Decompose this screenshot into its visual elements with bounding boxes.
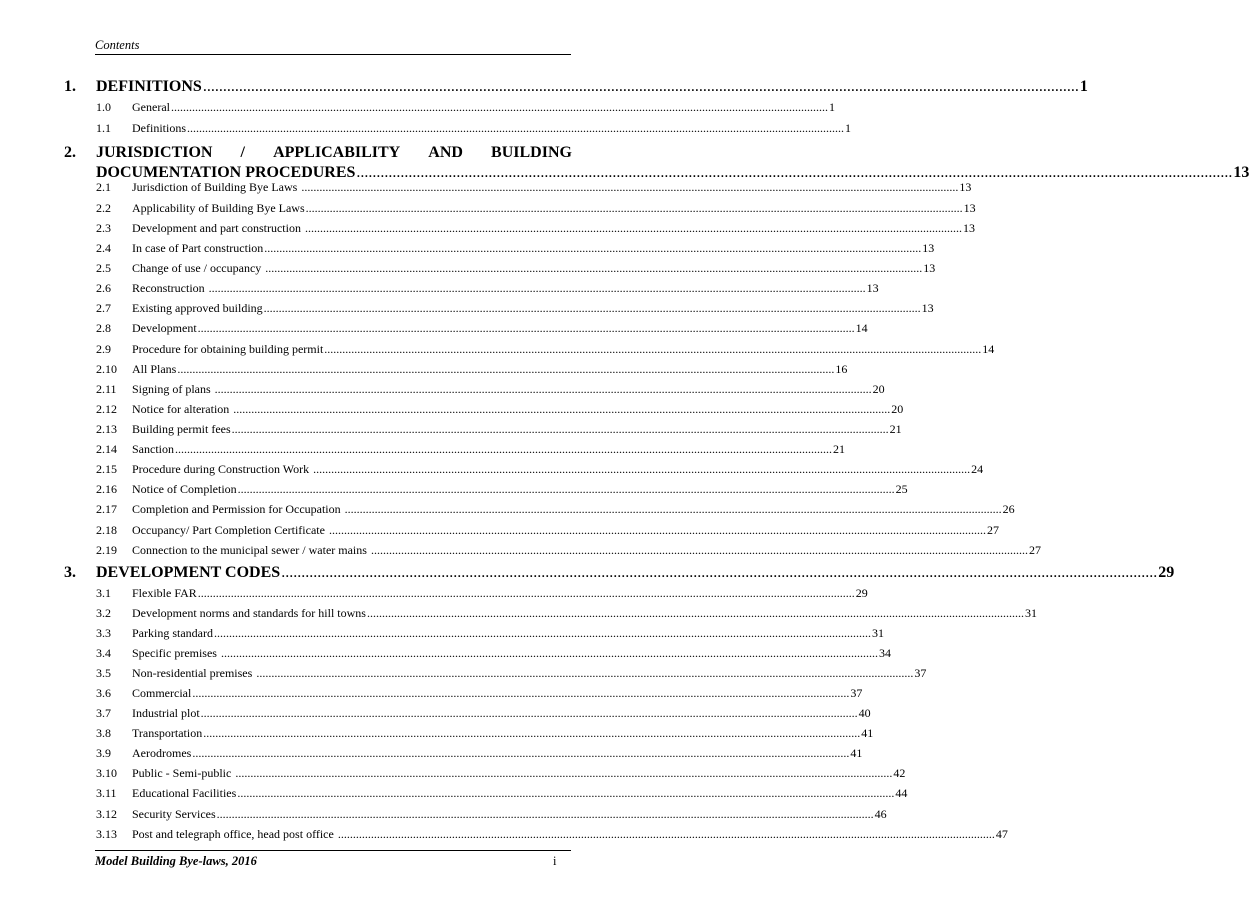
entry-title: Connection to the municipal sewer / water mains [132, 543, 370, 557]
entry-line [132, 278, 879, 298]
entry-title: Public - Semi-public [132, 766, 235, 780]
entry-page-number: 46 [874, 807, 887, 821]
dot-leader: ........................................................................................................................................................................................................................... [192, 746, 850, 760]
toc-entry[interactable] [96, 723, 874, 743]
toc-entry[interactable] [96, 479, 908, 499]
entry-line [132, 379, 885, 399]
entry-line [132, 804, 887, 824]
dot-leader: ........................................................................................................................................................................................................................... [220, 646, 878, 660]
entry-page-number: 14 [855, 321, 868, 335]
toc-entry[interactable] [96, 540, 1041, 560]
entry-page-number: 1 [845, 121, 851, 135]
chapter-title-word: JURISDICTION [96, 144, 213, 161]
entry-line [132, 218, 975, 238]
toc-entry[interactable] [96, 379, 885, 399]
entry-line [132, 763, 906, 783]
toc-entry[interactable] [96, 583, 868, 603]
footer-title: Model Building Bye-laws, 2016 [95, 854, 257, 868]
entry-number: 2.12 [96, 402, 117, 416]
dot-leader: ........................................................................................................................................................................................................................... [177, 362, 835, 376]
entry-page-number: 1 [828, 100, 835, 114]
entry-title: Applicability of Building Bye Laws [132, 201, 305, 215]
dot-leader: ........................................................................................................................................................................................................................... [356, 164, 1233, 181]
toc-entry[interactable] [96, 643, 891, 663]
entry-number: 3.13 [96, 827, 117, 841]
entry-title: Aerodromes [132, 746, 192, 760]
entry-number: 2.15 [96, 462, 117, 476]
dot-leader: ........................................................................................................................................................................................................................... [213, 626, 871, 640]
entry-number: 2.1 [96, 180, 111, 194]
dot-leader: ........................................................................................................................................................................................................................... [197, 586, 855, 600]
chapter-title-line [96, 77, 1088, 96]
toc-entry[interactable] [96, 743, 863, 763]
chapter-heading[interactable] [64, 563, 1175, 583]
dot-leader: ........................................................................................................................................................................................................................... [281, 564, 1158, 581]
dot-leader: ........................................................................................................................................................................................................................... [187, 121, 844, 135]
toc-entry[interactable] [96, 824, 1008, 844]
entry-line [132, 198, 976, 218]
entry-page-number: 42 [893, 766, 906, 780]
dot-leader: ........................................................................................................................................................................................................................... [328, 523, 986, 537]
toc-entry[interactable] [96, 399, 904, 419]
entry-line [132, 540, 1041, 560]
entry-title: Reconstruction [132, 281, 208, 295]
toc-entry[interactable] [96, 763, 906, 783]
chapter-number: 2. [64, 144, 76, 161]
chapter-page-number: 29 [1158, 564, 1175, 581]
footer-page-number: i [553, 854, 557, 868]
entry-title: Jurisdiction of Building Bye Laws [132, 180, 301, 194]
dot-leader: ........................................................................................................................................................................................................................... [202, 78, 1079, 95]
entry-title: Change of use / occupancy [132, 261, 265, 275]
toc-entry[interactable] [96, 459, 984, 479]
entry-number: 2.19 [96, 543, 117, 557]
entry-line [132, 643, 891, 663]
dot-leader: ........................................................................................................................................................................................................................... [301, 180, 959, 194]
entry-title: Non-residential premises [132, 666, 256, 680]
toc-entry[interactable] [96, 118, 851, 138]
entry-number: 2.7 [96, 301, 111, 315]
entry-page-number: 37 [850, 686, 863, 700]
entry-title: In case of Part construction [132, 241, 264, 255]
entry-number: 2.11 [96, 382, 117, 396]
toc-entry[interactable] [96, 703, 871, 723]
header-divider [95, 54, 571, 55]
entry-title: Educational Facilities [132, 786, 237, 800]
entry-page-number: 34 [878, 646, 891, 660]
toc-entry[interactable] [96, 359, 848, 379]
chapter-title-word: AND [428, 144, 463, 161]
chapter-page-number: 1 [1079, 78, 1088, 95]
entry-line [132, 97, 835, 117]
chapter-heading[interactable] [64, 77, 1088, 97]
entry-page-number: 13 [922, 241, 935, 255]
entry-line [132, 663, 927, 683]
dot-leader: ........................................................................................................................................................................................................................... [344, 502, 1002, 516]
entry-number: 3.2 [96, 606, 111, 620]
entry-line [132, 118, 851, 138]
entry-page-number: 21 [833, 442, 845, 456]
entry-title: Building permit fees [132, 422, 231, 436]
entry-line [132, 743, 863, 763]
toc-entry[interactable] [96, 499, 1015, 519]
entry-title: Post and telegraph office, head post office [132, 827, 337, 841]
entry-number: 2.6 [96, 281, 111, 295]
entry-title: Development and part construction [132, 221, 304, 235]
entry-page-number: 40 [858, 706, 871, 720]
entry-title: Definitions [132, 121, 186, 135]
entry-page-number: 41 [861, 726, 874, 740]
entry-page-number: 41 [850, 746, 863, 760]
dot-leader: ........................................................................................................................................................................................................................... [366, 606, 1024, 620]
entry-number: 3.10 [96, 766, 117, 780]
dot-leader: ........................................................................................................................................................................................................................... [313, 462, 971, 476]
entry-number: 3.11 [96, 786, 117, 800]
entry-page-number: 31 [1024, 606, 1037, 620]
entry-number: 2.17 [96, 502, 117, 516]
entry-line [132, 318, 868, 338]
entry-number: 3.5 [96, 666, 111, 680]
toc-entry[interactable] [96, 520, 999, 540]
entry-page-number: 21 [889, 422, 902, 436]
entry-line [132, 339, 995, 359]
entry-title: Transportation [132, 726, 203, 740]
entry-line [132, 479, 908, 499]
entry-page-number: 13 [866, 281, 879, 295]
entry-number: 3.7 [96, 706, 111, 720]
footer-divider [95, 850, 571, 851]
entry-number: 2.13 [96, 422, 117, 436]
entry-line [132, 399, 904, 419]
entry-line [132, 824, 1008, 844]
entry-page-number: 16 [835, 362, 848, 376]
toc-entry[interactable] [96, 683, 863, 703]
entry-page-number: 13 [962, 221, 975, 235]
entry-number: 3.12 [96, 807, 117, 821]
toc-entry[interactable] [96, 238, 935, 258]
entry-number: 2.10 [96, 362, 117, 376]
entry-page-number: 44 [895, 786, 908, 800]
entry-title: Notice of Completion [132, 482, 237, 496]
entry-number: 3.3 [96, 626, 111, 640]
toc-entry[interactable] [96, 663, 927, 683]
entry-number: 3.6 [96, 686, 111, 700]
entry-title: Specific premises [132, 646, 220, 660]
entry-page-number: 31 [871, 626, 884, 640]
dot-leader: ........................................................................................................................................................................................................................... [203, 726, 861, 740]
entry-page-number: 13 [921, 301, 934, 315]
entry-title: Procedure during Construction Work [132, 462, 313, 476]
entry-number: 2.8 [96, 321, 111, 335]
toc-entry[interactable] [96, 97, 835, 117]
entry-title: General [132, 100, 170, 114]
toc-entry[interactable] [96, 783, 908, 803]
chapter-number: 1. [64, 78, 76, 95]
entry-title: Commercial [132, 686, 192, 700]
entry-page-number: 13 [959, 180, 972, 194]
chapter-number: 3. [64, 564, 76, 581]
dot-leader: ........................................................................................................................................................................................................................... [231, 422, 889, 436]
dot-leader: ........................................................................................................................................................................................................................... [233, 402, 891, 416]
dot-leader: ........................................................................................................................................................................................................................... [192, 686, 850, 700]
entry-number: 3.4 [96, 646, 111, 660]
entry-page-number: 47 [995, 827, 1008, 841]
entry-number: 2.4 [96, 241, 111, 255]
entry-title: Sanction [132, 442, 174, 456]
entry-page-number: 27 [986, 523, 999, 537]
entry-title: Parking standard [132, 626, 213, 640]
entry-line [132, 520, 999, 540]
entry-line [132, 258, 936, 278]
toc-entry[interactable] [96, 419, 902, 439]
entry-page-number: 27 [1028, 543, 1041, 557]
entry-page-number: 26 [1002, 502, 1015, 516]
dot-leader: ........................................................................................................................................................................................................................... [200, 706, 858, 720]
dot-leader: ........................................................................................................................................................................................................................... [170, 100, 828, 114]
dot-leader: ........................................................................................................................................................................................................................... [337, 827, 995, 841]
entry-title: Occupancy/ Part Completion Certificate [132, 523, 328, 537]
entry-line [132, 783, 908, 803]
entry-number: 2.18 [96, 523, 117, 537]
entry-line [132, 419, 902, 439]
toc-entry[interactable] [96, 339, 995, 359]
entry-title: Development [132, 321, 197, 335]
dot-leader: ........................................................................................................................................................................................................................... [197, 321, 855, 335]
dot-leader: ........................................................................................................................................................................................................................... [264, 241, 922, 255]
chapter-title: DEFINITIONS [96, 78, 202, 95]
chapter-title-word: BUILDING [491, 144, 572, 161]
entry-page-number: 37 [914, 666, 927, 680]
toc-entry[interactable] [96, 603, 1037, 623]
entry-line [132, 298, 934, 318]
entry-title: Notice for alteration [132, 402, 233, 416]
entry-number: 2.9 [96, 342, 111, 356]
entry-title: Completion and Permission for Occupation [132, 502, 344, 516]
dot-leader: ........................................................................................................................................................................................................................... [370, 543, 1028, 557]
entry-number: 1.1 [96, 121, 111, 135]
chapter-title: DOCUMENTATION PROCEDURES [96, 164, 356, 181]
header-title: Contents [95, 38, 140, 52]
dot-leader: ........................................................................................................................................................................................................................... [237, 786, 895, 800]
entry-title: Development norms and standards for hill towns [132, 606, 366, 620]
toc-entry[interactable] [96, 198, 976, 218]
entry-line [132, 623, 884, 643]
dot-leader: ........................................................................................................................................................................................................................... [208, 281, 866, 295]
toc-entry[interactable] [96, 804, 887, 824]
entry-number: 2.5 [96, 261, 111, 275]
toc-entry[interactable] [96, 278, 879, 298]
dot-leader: ........................................................................................................................................................................................................................... [214, 382, 872, 396]
entry-page-number: 25 [895, 482, 908, 496]
toc-entry[interactable] [96, 177, 972, 197]
entry-line [132, 683, 863, 703]
toc-entry[interactable] [96, 318, 868, 338]
entry-line [132, 439, 845, 459]
entry-page-number: 13 [923, 261, 936, 275]
entry-line [132, 583, 868, 603]
entry-title: Procedure for obtaining building permit [132, 342, 324, 356]
entry-line [132, 359, 848, 379]
entry-title: Security Services [132, 807, 216, 821]
entry-number: 3.1 [96, 586, 111, 600]
entry-line [132, 703, 871, 723]
toc-entry[interactable] [96, 623, 884, 643]
entry-line [132, 177, 972, 197]
entry-number: 3.9 [96, 746, 111, 760]
toc-entry[interactable] [96, 258, 936, 278]
chapter-title: DEVELOPMENT CODES [96, 564, 281, 581]
entry-title: Signing of plans [132, 382, 214, 396]
chapter-title-line-1 [96, 143, 572, 162]
chapter-title-word: / [240, 144, 245, 161]
entry-page-number: 24 [971, 462, 984, 476]
dot-leader: ........................................................................................................................................................................................................................... [237, 482, 895, 496]
dot-leader: ........................................................................................................................................................................................................................... [175, 442, 832, 456]
entry-page-number: 13 [963, 201, 976, 215]
dot-leader: ........................................................................................................................................................................................................................... [265, 261, 923, 275]
entry-number: 3.8 [96, 726, 111, 740]
entry-number: 2.16 [96, 482, 117, 496]
dot-leader: ........................................................................................................................................................................................................................... [216, 807, 874, 821]
dot-leader: ........................................................................................................................................................................................................................... [263, 301, 921, 315]
entry-page-number: 29 [855, 586, 868, 600]
chapter-title-line [96, 563, 1175, 582]
entry-title: Existing approved building [132, 301, 263, 315]
toc-entry[interactable] [96, 218, 975, 238]
dot-leader: ........................................................................................................................................................................................................................... [235, 766, 893, 780]
entry-line [132, 238, 935, 258]
dot-leader: ........................................................................................................................................................................................................................... [324, 342, 982, 356]
toc-entry[interactable] [96, 439, 845, 459]
dot-leader: ........................................................................................................................................................................................................................... [256, 666, 914, 680]
dot-leader: ........................................................................................................................................................................................................................... [304, 221, 962, 235]
entry-line [132, 603, 1037, 623]
entry-title: Flexible FAR [132, 586, 197, 600]
chapter-page-number: 13 [1233, 164, 1249, 181]
entry-page-number: 20 [891, 402, 904, 416]
chapter-title-word: APPLICABILITY [273, 144, 401, 161]
entry-line [132, 459, 984, 479]
entry-title: Industrial plot [132, 706, 200, 720]
entry-line [132, 723, 874, 743]
entry-page-number: 20 [872, 382, 885, 396]
entry-number: 2.14 [96, 442, 117, 456]
entry-number: 1.0 [96, 100, 111, 114]
entry-number: 2.3 [96, 221, 111, 235]
entry-title: All Plans [132, 362, 177, 376]
entry-line [132, 499, 1015, 519]
dot-leader: ........................................................................................................................................................................................................................... [305, 201, 963, 215]
entry-number: 2.2 [96, 201, 111, 215]
toc-entry[interactable] [96, 298, 934, 318]
entry-page-number: 14 [982, 342, 995, 356]
